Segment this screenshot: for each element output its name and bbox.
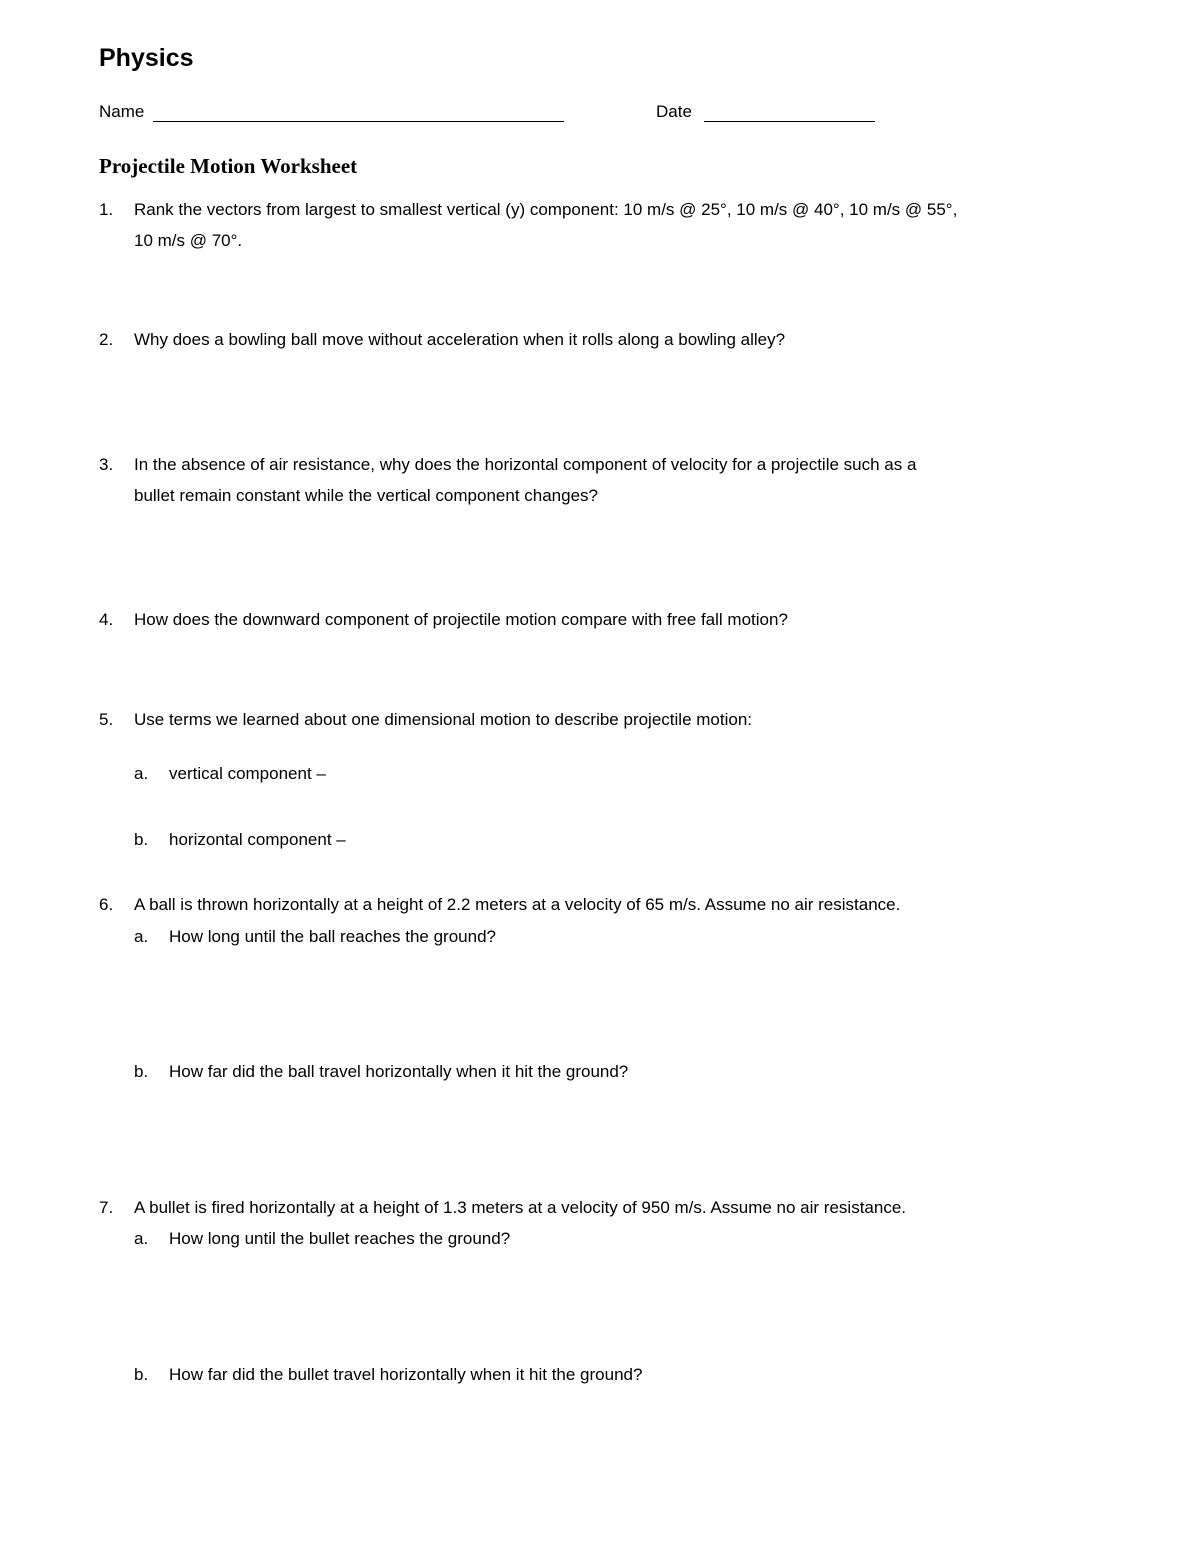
question-5b-text: horizontal component –	[169, 830, 346, 849]
question-1-text-line-2: 10 m/s @ 70°.	[134, 231, 243, 250]
question-5a-text: vertical component –	[169, 764, 326, 783]
question-2-text: Why does a bowling ball move without acceleration when it rolls along a bowling alley?	[134, 330, 786, 349]
question-3-text-line-1: In the absence of air resistance, why does the horizontal component of velocity for a projectile such as a	[134, 455, 917, 474]
question-6b-text: How far did the ball travel horizontally when it hit the ground?	[169, 1062, 629, 1081]
question-7b-text: How far did the bullet travel horizontally when it hit the ground?	[169, 1365, 643, 1384]
subject-heading: Physics	[99, 44, 194, 72]
question-7a-letter: a.	[134, 1229, 149, 1248]
question-3-text-line-2: bullet remain constant while the vertical component changes?	[134, 486, 598, 505]
question-7-number: 7.	[99, 1198, 114, 1217]
question-1-number: 1.	[99, 200, 114, 219]
question-7a-text: How long until the bullet reaches the ground?	[169, 1229, 511, 1248]
question-4-number: 4.	[99, 610, 114, 629]
question-5b-letter: b.	[134, 830, 149, 849]
question-5-text: Use terms we learned about one dimensional motion to describe projectile motion:	[134, 710, 752, 729]
question-5a-letter: a.	[134, 764, 149, 783]
question-6-text: A ball is thrown horizontally at a height of 2.2 meters at a velocity of 65 m/s. Assume no air resistance.	[134, 895, 901, 914]
question-6a-letter: a.	[134, 927, 149, 946]
question-3-number: 3.	[99, 455, 114, 474]
question-1-text-line-1: Rank the vectors from largest to smallest vertical (y) component: 10 m/s @ 25°, 10 m/s @ 40°, 10 m/s @ 55°,	[134, 200, 958, 219]
question-6b-letter: b.	[134, 1062, 149, 1081]
question-5-number: 5.	[99, 710, 114, 729]
question-2-number: 2.	[99, 330, 114, 349]
question-6-number: 6.	[99, 895, 114, 914]
name-blank[interactable]	[153, 121, 564, 122]
name-label: Name	[99, 102, 145, 121]
question-7b-letter: b.	[134, 1365, 149, 1384]
question-7-text: A bullet is fired horizontally at a height of 1.3 meters at a velocity of 950 m/s. Assume no air resistance.	[134, 1198, 906, 1217]
worksheet-title: Projectile Motion Worksheet	[99, 154, 358, 178]
question-4-text: How does the downward component of projectile motion compare with free fall motion?	[134, 610, 788, 629]
date-label: Date	[656, 102, 692, 121]
date-blank[interactable]	[704, 121, 875, 122]
question-6a-text: How long until the ball reaches the ground?	[169, 927, 496, 946]
